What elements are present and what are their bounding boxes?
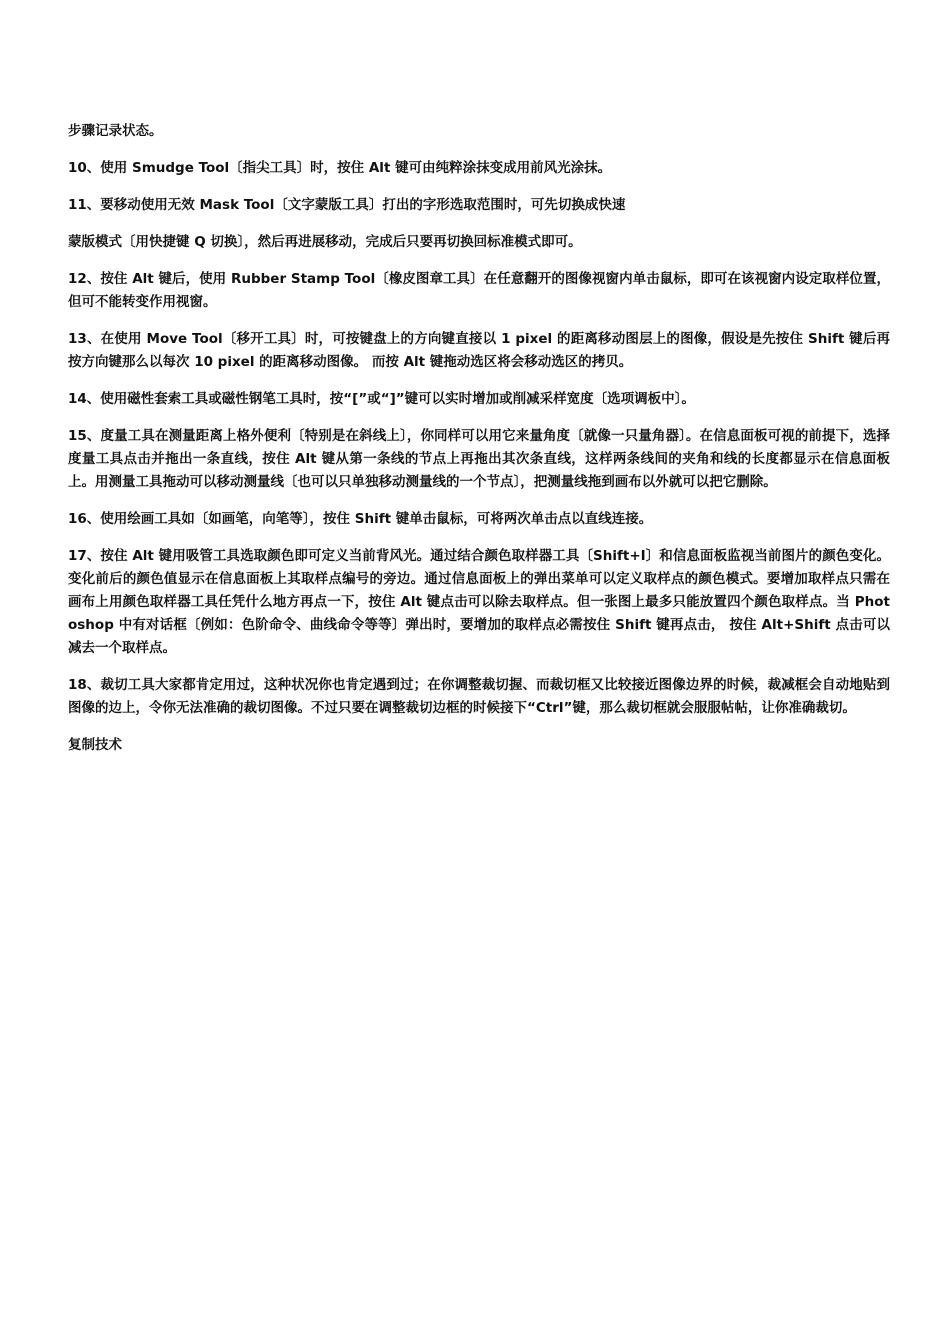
- paragraph-tip-13: 13、在使用 Move Tool〔移开工具〕时，可按键盘上的方向键直接以 1 pixel 的距离移动图层上的图像，假设是先按住 Shift 键后再按方向键那么以每次 10 pixel 的距离移动图像。 而按 Alt 键拖动选区将会移动选区的拷贝。: [68, 331, 890, 370]
- document-page: [68, 120, 890, 771]
- paragraph-tip-12: 12、按住 Alt 键后，使用 Rubber Stamp Tool〔橡皮图章工具〕在任意翻开的图像视窗内单击鼠标，即可在该视窗内设定取样位置，但可不能转变作用视窗。: [68, 271, 890, 310]
- paragraph-tip-11: 11、要移动使用无效 Mask Tool〔文字蒙版工具〕打出的字形选取范围时，可先切换成快速: [68, 197, 626, 213]
- paragraph-tip-11-continued: 蒙版模式〔用快捷键 Q 切换〕，然后再进展移动，完成后只要再切换回标准模式即可。: [68, 234, 582, 250]
- paragraph-tip-18: 18、裁切工具大家都肯定用过，这种状况你也肯定遇到过；在你调整裁切握、而裁切框又比较接近图像边界的时候，裁减框会自动地贴到图像的边上，令你无法准确的裁切图像。不过只要在调整裁切边框的时候接下“Ctrl”键，那么裁切框就会服服帖帖，让你准确裁切。: [68, 677, 890, 716]
- paragraph-tip-16: 16、使用绘画工具如〔如画笔，向笔等〕，按住 Shift 键单击鼠标，可将两次单击点以直线连接。: [68, 511, 653, 527]
- paragraph-tip-10: 10、使用 Smudge Tool〔指尖工具〕时，按住 Alt 键可由纯粹涂抹变成用前风光涂抹。: [68, 160, 612, 176]
- paragraph-tip-17: 17、按住 Alt 键用吸管工具选取颜色即可定义当前背风光。通过结合颜色取样器工具〔Shift+I〕和信息面板监视当前图片的颜色变化。变化前后的颜色值显示在信息面板上其取样点编号的旁边。通过信息面板上的弹出菜单可以定义取样点的颜色模式。要增加取样点只需在画布上用颜色取样器工具任凭什么地方再点一下，按住 Alt 键点击可以除去取样点。但一张图上最多只能放置四个颜色取样点。当 Photoshop 中有对话框〔例如：色阶命令、曲线命令等等〕弹出时，要增加的取样点必需按住 Shift 键再点击， 按住 Alt+Shift 点击可以减去一个取样点。: [68, 548, 890, 656]
- paragraph-step-record: 步骤记录状态。: [68, 123, 163, 139]
- section-heading-copy-techniques: 复制技术: [68, 737, 122, 753]
- paragraph-tip-15: 15、度量工具在测量距离上格外便利〔特别是在斜线上〕，你同样可以用它来量角度〔就像一只量角器〕。在信息面板可视的前提下，选择度量工具点击并拖出一条直线，按住 Alt 键从第一条线的节点上再拖出其次条直线，这样两条线间的夹角和线的长度都显示在信息面板上。用测量工具拖动可以移动测量线〔也可以只单独移动测量线的一个节点〕，把测量线拖到画布以外就可以把它删除。: [68, 428, 890, 490]
- paragraph-tip-14: 14、使用磁性套索工具或磁性钢笔工具时，按“[”或“]”键可以实时增加或削减采样宽度〔选项调板中〕。: [68, 391, 695, 407]
